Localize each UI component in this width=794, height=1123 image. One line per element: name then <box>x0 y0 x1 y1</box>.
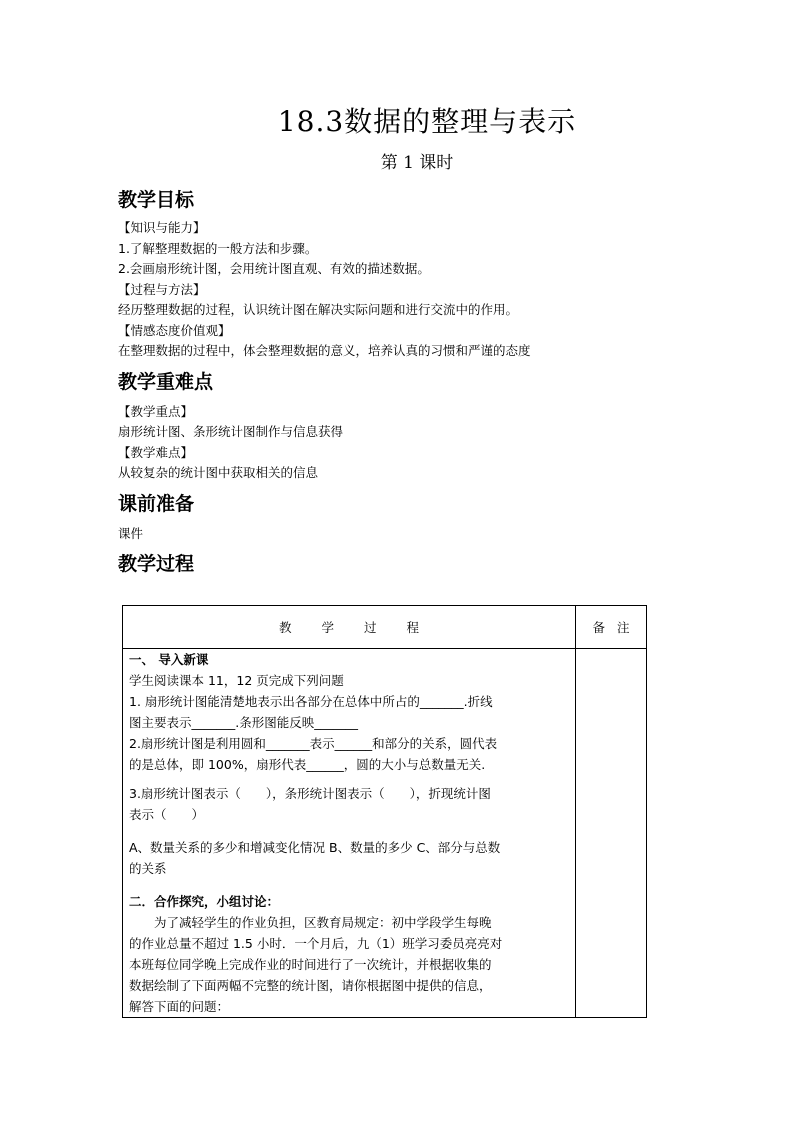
key-point-line: 从较复杂的统计图中获取相关的信息 <box>118 465 319 480</box>
part1-line: 图主要表示_______.条形图能反映_______ <box>129 715 358 730</box>
part2-line: 解答下面的问题： <box>129 999 230 1014</box>
objective-line: 2.会画扇形统计图，会用统计图直观、有效的描述数据。 <box>118 261 430 276</box>
objective-line: 【知识与能力】 <box>118 220 206 235</box>
objective-line: 1.了解整理数据的一般方法和步骤。 <box>118 240 318 256</box>
document-body <box>118 186 698 578</box>
process-cell <box>123 649 576 1018</box>
table-row <box>123 649 647 1018</box>
part2-line: 数据绘制了下面两幅不完整的统计图，请你根据图中提供的信息， <box>129 978 492 993</box>
note-cell <box>576 649 647 1018</box>
heading-process: 教学过程 <box>118 553 195 575</box>
page-title: 18.3数据的整理与表示 <box>277 105 577 138</box>
col-header-note: 备注 <box>576 606 647 649</box>
key-point-line: 【教学难点】 <box>118 444 194 460</box>
process-table <box>122 605 647 1018</box>
table-header-row <box>123 606 647 649</box>
part2-line: 为了减轻学生的作业负担，区教育局规定：初中学段学生每晚 <box>154 915 492 930</box>
part1-line: 1. 扇形统计图能清楚地表示出各部分在总体中所占的_______.折线 <box>129 694 493 709</box>
objective-line: 【情感态度价值观】 <box>118 322 231 338</box>
part2-title: 二．合作探究，小组讨论： <box>129 894 280 909</box>
options-line: A、数量关系的多少和增减变化情况 B、数量的多少 C、部分与总数 <box>129 840 501 855</box>
objective-line: 经历整理数据的过程，认识统计图在解决实际问题和进行交流中的作用。 <box>118 302 519 317</box>
preparation-line: 课件 <box>118 525 144 541</box>
part2-line: 的作业总量不超过 1.5 小时．一个月后，九（1）班学习委员亮亮对 <box>129 936 503 951</box>
part1-title: 一、 导入新课 <box>129 652 209 667</box>
options-line: 的关系 <box>129 861 167 876</box>
page-subtitle: 第 1 课时 <box>380 153 454 173</box>
heading-objectives: 教学目标 <box>118 189 195 211</box>
heading-preparation: 课前准备 <box>118 492 195 515</box>
objective-line: 在整理数据的过程中，体会整理数据的意义，培养认真的习惯和严谨的态度 <box>118 343 531 358</box>
part1-line: 2.扇形统计图是利用圆和_______表示______和部分的关系，圆代表 <box>129 736 498 751</box>
key-point-line: 扇形统计图、条形统计图制作与信息获得 <box>118 424 344 439</box>
part2-line: 本班每位同学晚上完成作业的时间进行了一次统计，并根据收集的 <box>129 957 492 972</box>
objective-line: 【过程与方法】 <box>118 281 206 297</box>
part1-line: 的是总体，即 100%，扇形代表______，圆的大小与总数量无关. <box>129 757 486 772</box>
question3-line: 表示（ ） <box>129 807 205 822</box>
question3-line: 3.扇形统计图表示（ ），条形统计图表示（ ），折现统计图 <box>129 786 491 801</box>
key-point-line: 【教学重点】 <box>118 403 194 419</box>
heading-key-points: 教学重难点 <box>118 370 214 393</box>
part1-line: 学生阅读课本 11，12 页完成下列问题 <box>129 673 344 688</box>
col-header-main: 教学过程 <box>123 606 576 649</box>
